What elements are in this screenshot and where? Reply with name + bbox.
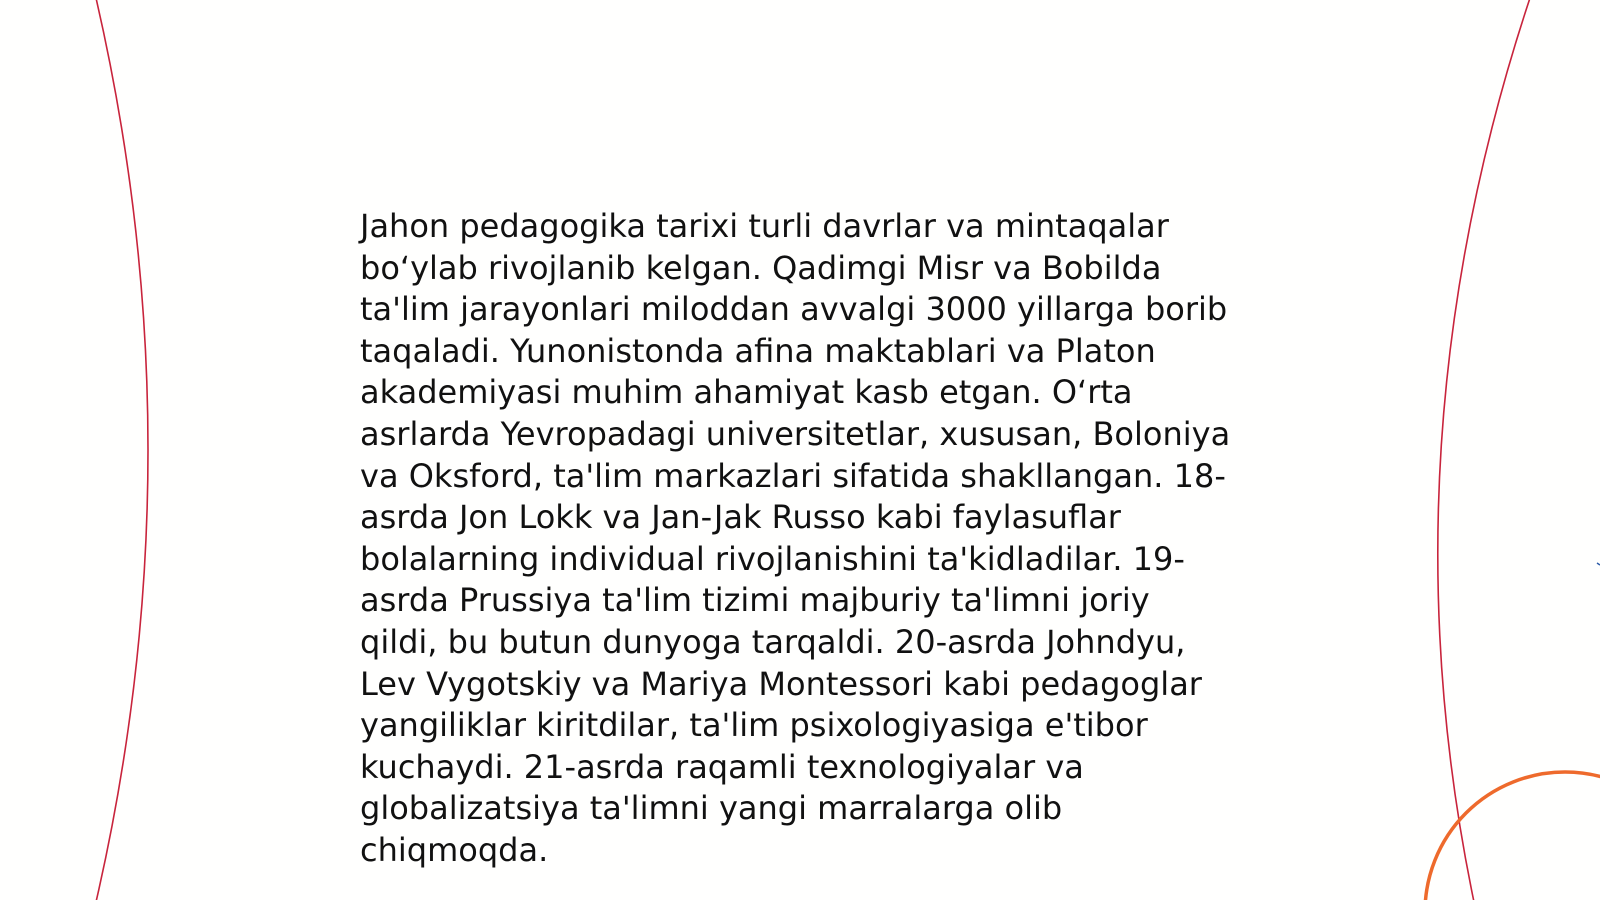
body-text: Jahon pedagogika tarixi turli davrlar va mintaqalar bo‘ylab rivojlanib kelgan. Qadimgi Misr va Bobilda ta'lim jarayonlari miloddan avvalgi 3000 yillarga borib taqaladi. Yunonistonda afina maktablari va Platon akademiyasi muhim ahamiyat kasb etgan. O‘rta asrlarda Yevropadagi universitetlar, xususan, Boloniya va Oksford, ta'lim markazlari sifatida shakllangan. 18- asrda Jon Lokk va Jan-Jak Russo kabi faylasuflar bolalarning individual rivojlanishini ta'kidladilar. 19- asrda Prussiya ta'lim tizimi majburiy ta'limni joriy qildi, bu butun dunyoga tarqaldi. 20-asrda Johndyu, Lev Vygotskiy va Mariya Montessori kabi pedagoglar yangiliklar kiritdilar, ta'lim psixologiyasiga e'tibor kuchaydi. 21-asrda raqamli texnologiyalar va globalizatsiya ta'limni yangi marralarga olib chiqmoqda. <box>360 207 1231 869</box>
left-curve-line <box>96 0 148 900</box>
orange-circle-arc <box>1425 772 1600 900</box>
right-curve-line <box>1438 0 1530 900</box>
